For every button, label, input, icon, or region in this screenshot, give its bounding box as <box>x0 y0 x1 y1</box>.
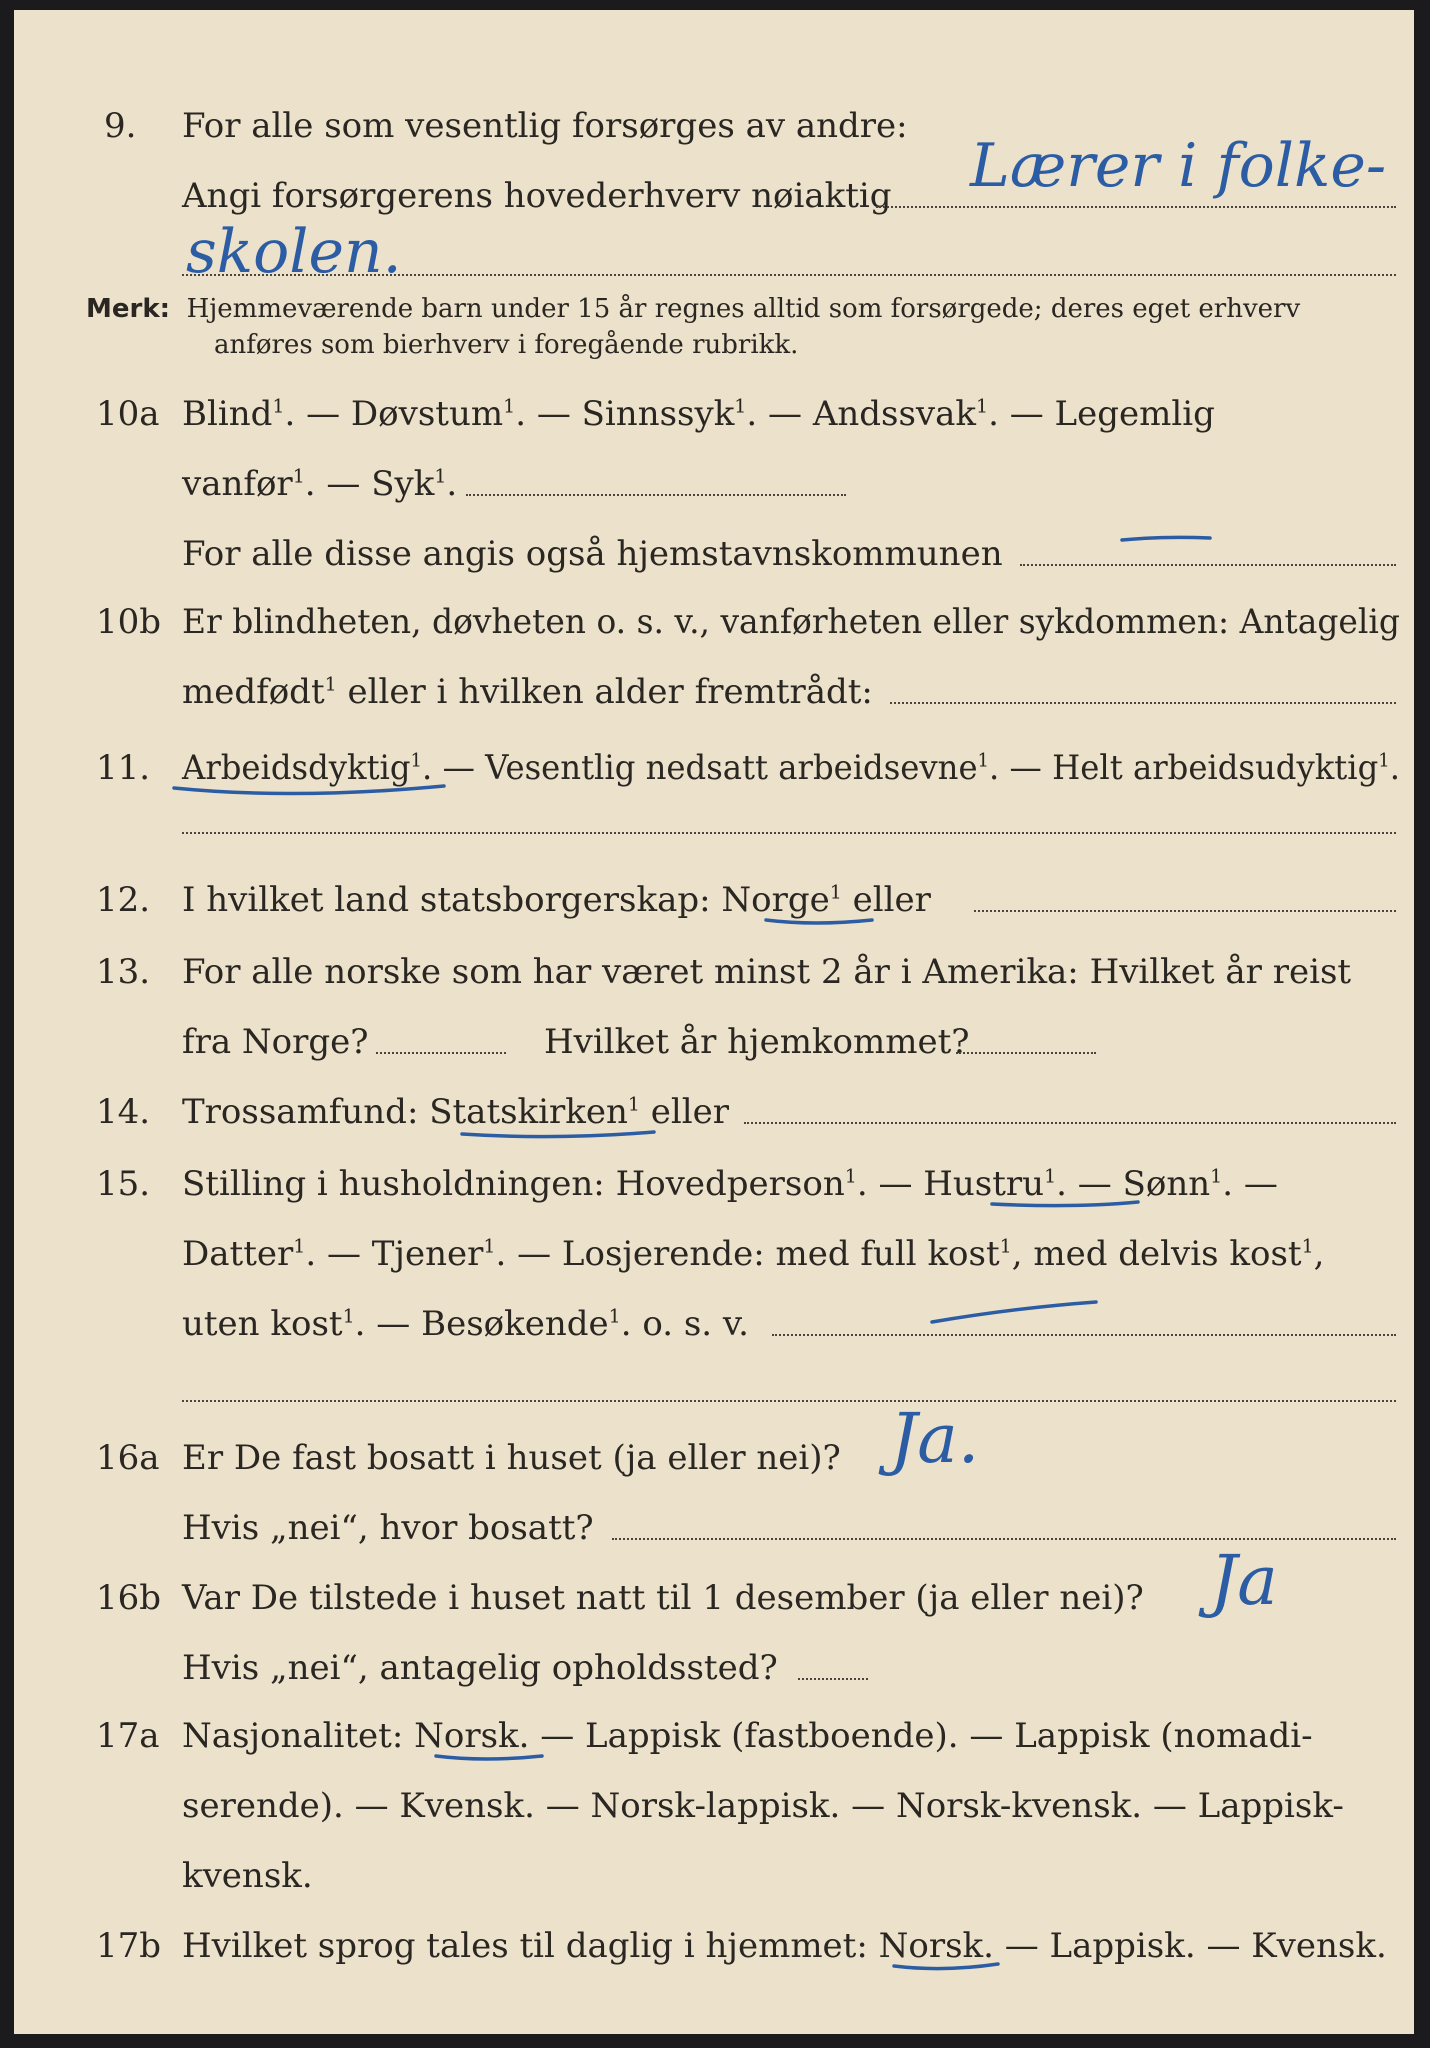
q16a-handwritten-answer: Ja. <box>890 1400 980 1479</box>
footnote-marker: 1 <box>342 1305 355 1328</box>
q9-number: 9. <box>104 106 137 146</box>
footnote-marker: 1 <box>324 673 337 696</box>
q11-number: 11. <box>96 748 151 788</box>
q10b-line2: medfødt$^1$ eller i hvilken alder fremtrådt: <box>182 672 873 712</box>
footnote-marker: 1 <box>293 1235 306 1258</box>
merk-text-1: Hjemmeværende barn under 15 år regnes alltid som forsørgede; deres eget erhverv <box>186 294 1301 324</box>
q12-pen-underline <box>766 920 872 923</box>
q16b-handwritten-answer: Ja <box>1210 1542 1278 1621</box>
q17a-line2: serende). — Kvensk. — Norsk-lappisk. — Norsk-kvensk. — Lappisk- <box>182 1786 1344 1826</box>
footnote-marker: 1 <box>844 1165 857 1188</box>
q17a-number: 17a <box>96 1716 160 1756</box>
q13-line1: For alle norske som har været minst 2 år i Amerika: Hvilket år reist <box>182 952 1352 992</box>
q10b-line1: Er blindheten, døvheten o. s. v., vanførheten eller sykdommen: Antagelig <box>182 602 1400 642</box>
q15-line3: uten kost$^1$. — Besøkende$^1$. o. s. v. <box>182 1304 749 1344</box>
q10b-number: 10b <box>96 602 162 642</box>
footnote-marker: 1 <box>829 881 842 904</box>
q16a-line1: Er De fast bosatt i huset (ja eller nei)? <box>182 1438 841 1478</box>
q17a-line3: kvensk. <box>182 1856 313 1896</box>
footnote-marker: 1 <box>1301 1235 1314 1258</box>
q10a-number: 10a <box>96 394 160 434</box>
q16b-number: 16b <box>96 1578 162 1618</box>
pen-marks-layer <box>14 10 1414 2034</box>
q17b-pen-underline <box>894 1964 998 1969</box>
q10a-pen-dash <box>1122 537 1210 540</box>
footnote-marker: 1 <box>292 465 305 488</box>
q14-line1: Trossamfund: Statskirken$^1$ eller <box>182 1092 730 1132</box>
merk-note-line2: anføres som bierhverv i foregående rubrikk. <box>214 330 799 360</box>
footnote-marker: 1 <box>483 1235 496 1258</box>
q16b-line1: Var De tilstede i huset natt til 1 desember (ja eller nei)? <box>182 1578 1144 1618</box>
q9-line2: Angi forsørgerens hovederhverv nøiaktig <box>182 176 892 216</box>
footnote-marker: 1 <box>627 1093 640 1116</box>
q15-pen-underline <box>992 1202 1138 1206</box>
footnote-marker: 1 <box>976 395 989 418</box>
q15-line1: Stilling i husholdningen: Hovedperson$^1$. — Hustru$^1$. — Sønn$^1$. — <box>182 1164 1278 1204</box>
footnote-marker: 1 <box>608 1305 621 1328</box>
q16b-line2: Hvis „nei“, antagelig opholdssted? <box>182 1648 778 1688</box>
merk-label: Merk: <box>86 294 171 324</box>
census-form-page <box>14 10 1414 2034</box>
q16a-line2: Hvis „nei“, hvor bosatt? <box>182 1508 594 1548</box>
q13-line2b: Hvilket år hjemkommet? <box>544 1022 970 1062</box>
footnote-marker: 1 <box>1378 749 1390 772</box>
q11-line1: Arbeidsdyktig$^1$. — Vesentlig nedsatt arbeidsevne$^1$. — Helt arbeidsudyktig$^1$. <box>182 748 1400 788</box>
footnote-marker: 1 <box>410 749 423 772</box>
footnote-marker: 1 <box>1044 1165 1057 1188</box>
footnote-marker: 1 <box>734 395 747 418</box>
footnote-marker: 1 <box>999 1235 1012 1258</box>
q17b-line1: Hvilket sprog tales til daglig i hjemmet: Norsk. — Lappisk. — Kvensk. <box>182 1926 1387 1966</box>
footnote-marker: 1 <box>503 395 516 418</box>
q15-line2: Datter$^1$. — Tjener$^1$. — Losjerende: med full kost$^1$, med delvis kost$^1$, <box>182 1234 1325 1274</box>
q11-pen-underline <box>174 786 444 794</box>
q9-handwritten-answer-1: Lærer i folke- <box>970 131 1387 201</box>
q13-line2a: fra Norge? <box>182 1022 369 1062</box>
q10a-line1: Blind$^1$. — Døvstum$^1$. — Sinnssyk$^1$. — Andssvak$^1$. — Legemlig <box>182 394 1215 434</box>
q13-number: 13. <box>96 952 151 992</box>
q9-handwritten-answer-2: skolen. <box>186 217 402 287</box>
q17a-line1: Nasjonalitet: Norsk. — Lappisk (fastboende). — Lappisk (nomadi- <box>182 1716 1313 1756</box>
q15-pen-dash <box>932 1302 1096 1322</box>
q14-number: 14. <box>96 1092 151 1132</box>
footnote-marker: 1 <box>434 465 447 488</box>
q9-line1: For alle som vesentlig forsørges av andre: <box>182 106 908 146</box>
q10a-line2: vanfør$^1$. — Syk$^1$. <box>182 464 458 504</box>
q17a-pen-underline <box>436 1756 542 1759</box>
q15-number: 15. <box>96 1164 151 1204</box>
q12-line1: I hvilket land statsborgerskap: Norge$^1$ eller <box>182 880 931 920</box>
q14-pen-underline <box>462 1132 654 1137</box>
footnote-marker: 1 <box>272 395 285 418</box>
q12-number: 12. <box>96 880 151 920</box>
q17b-number: 17b <box>96 1926 162 1966</box>
q10a-line3: For alle disse angis også hjemstavnskommunen <box>182 534 1003 574</box>
q16a-number: 16a <box>96 1438 160 1478</box>
footnote-marker: 1 <box>977 749 990 772</box>
footnote-marker: 1 <box>1210 1165 1223 1188</box>
